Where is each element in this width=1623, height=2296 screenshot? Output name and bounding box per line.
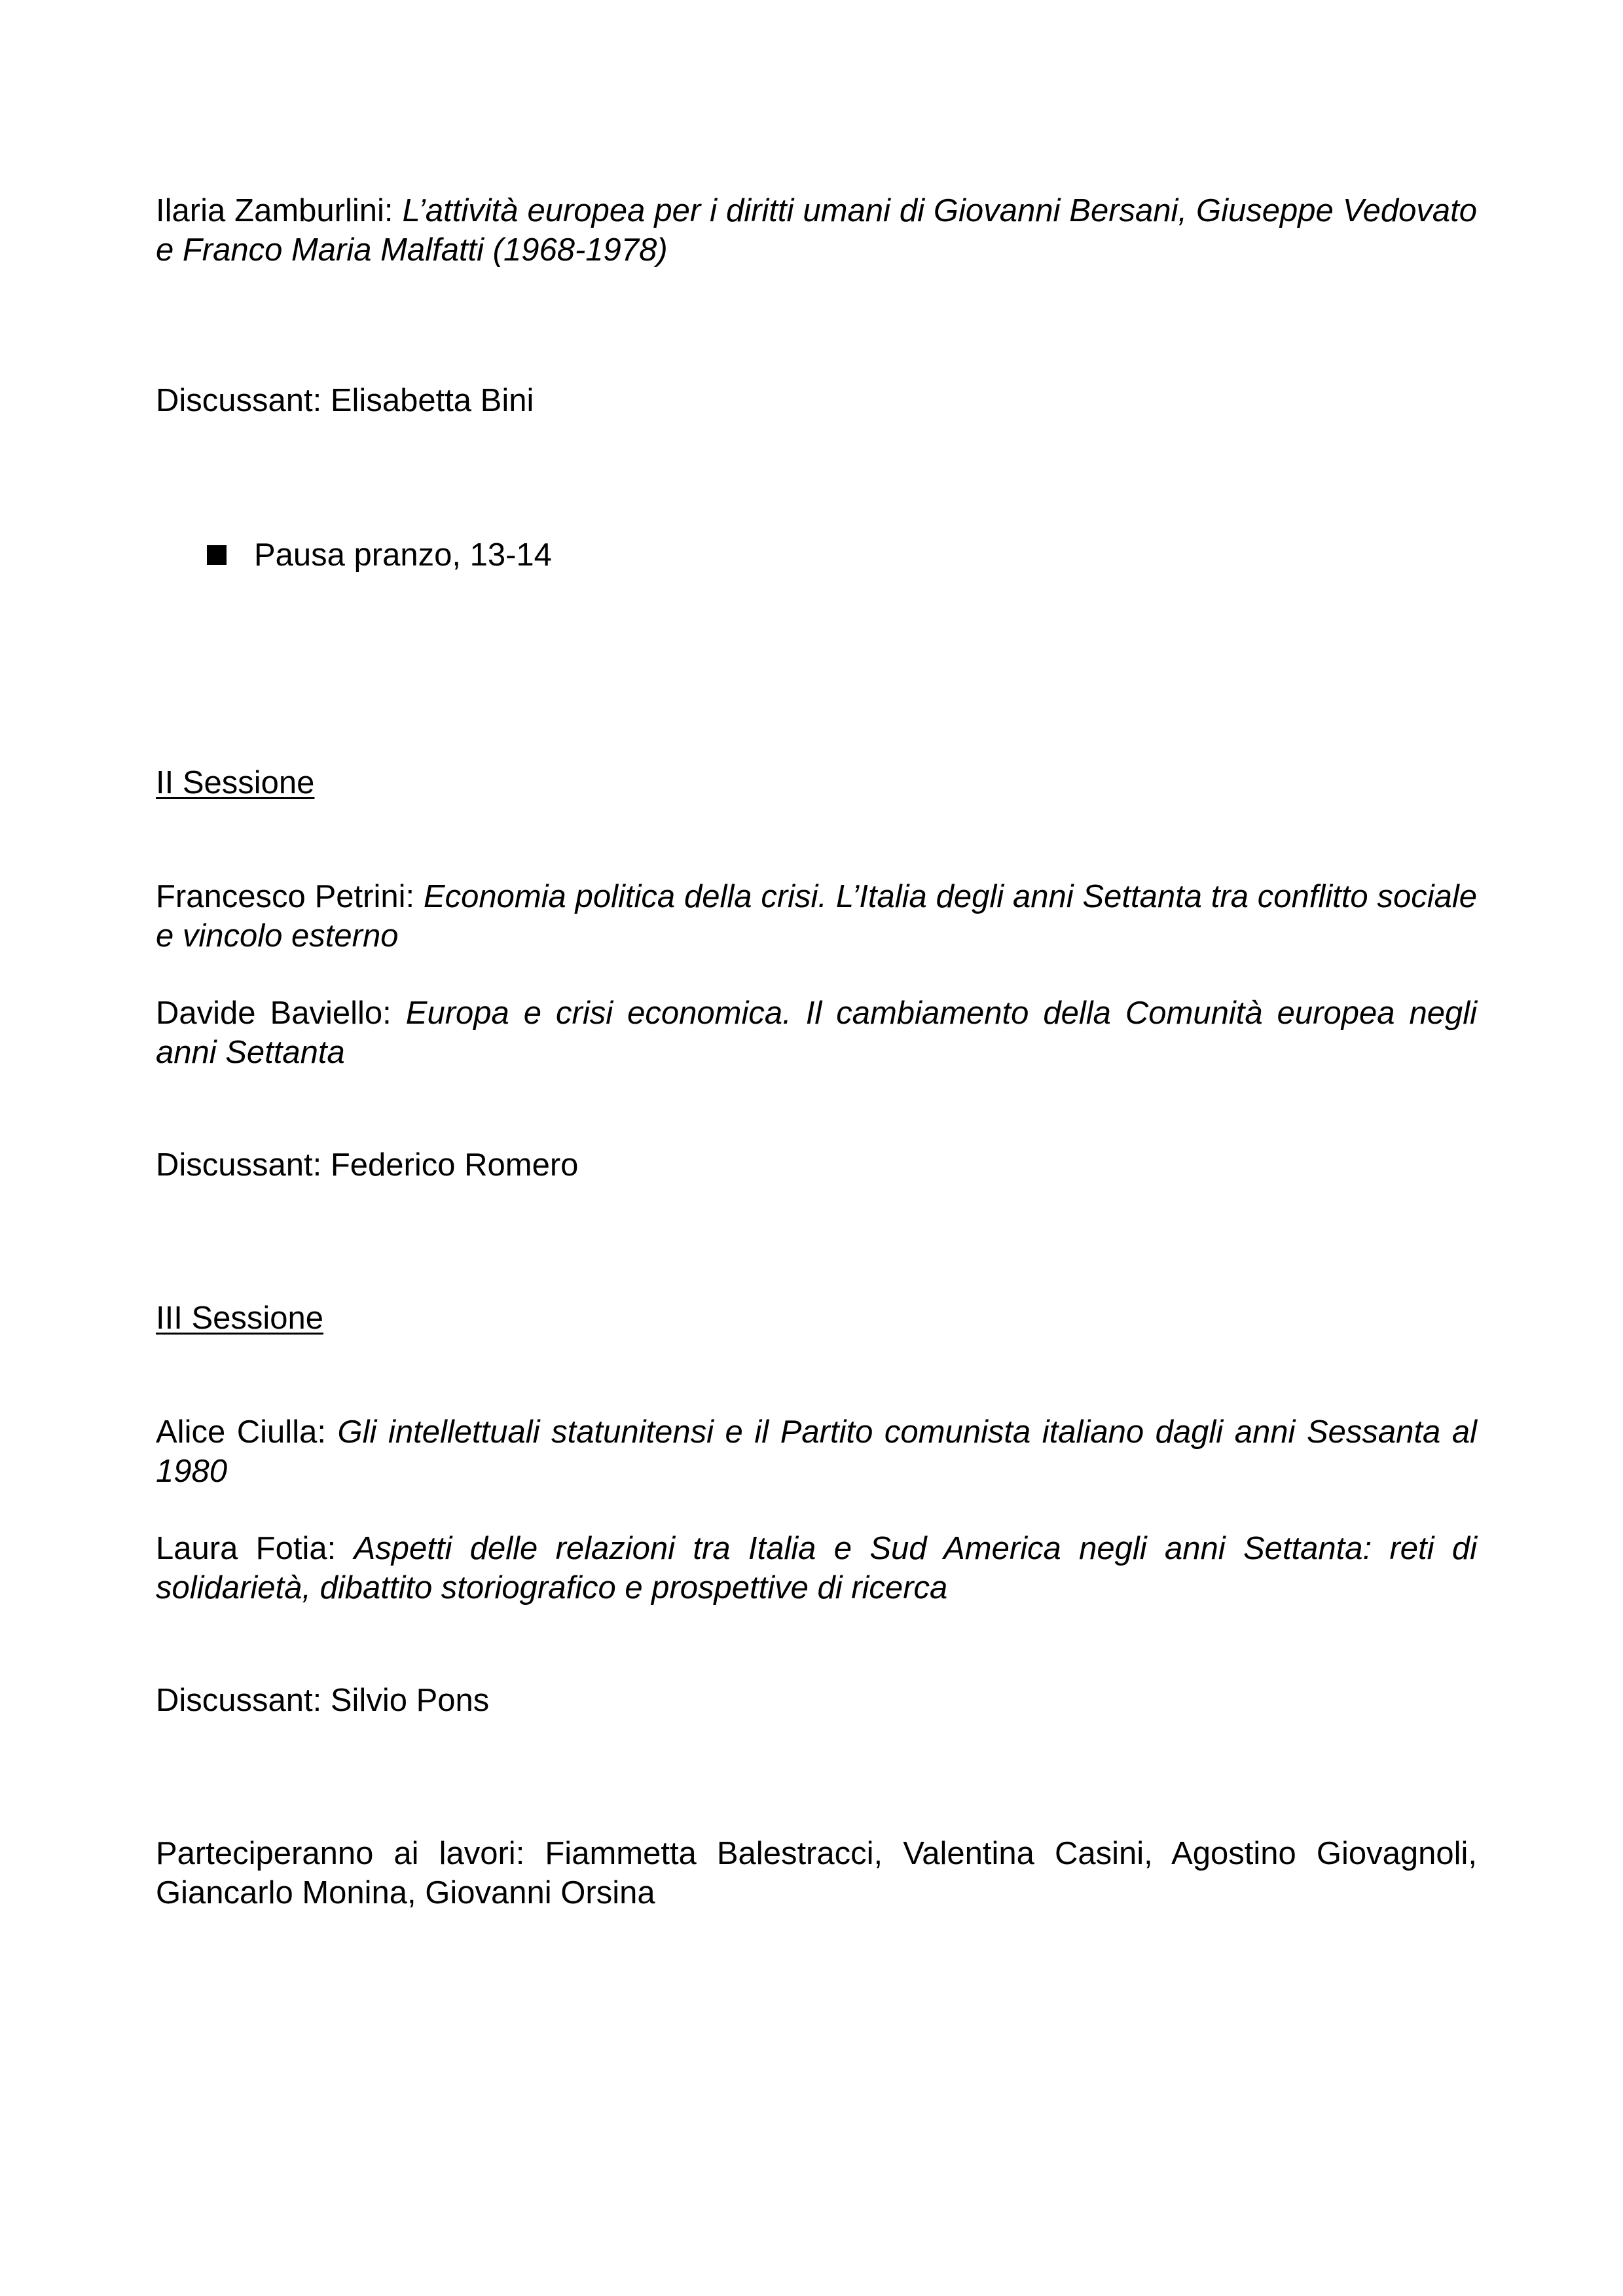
discussant-session-3: Discussant: Silvio Pons: [156, 1683, 490, 1718]
participants-list: Parteciperanno ai lavori: Fiammetta Balestracci, Valentina Casini, Agostino Giovagnoli, Giancarlo Monina, Giovanni Orsina: [156, 1836, 1477, 1910]
paper-entry-petrini: [156, 877, 1477, 956]
document-page: [156, 0, 1477, 2296]
paper-author: Francesco Petrini:: [156, 879, 424, 914]
lunch-break-label: Pausa pranzo, 13-14: [254, 537, 552, 573]
session-2-heading: II Sessione: [156, 765, 315, 800]
paper-entry-ciulla: [156, 1412, 1477, 1491]
paper-author: Laura Fotia:: [156, 1531, 354, 1566]
paper-title: Economia politica della crisi. L’Italia degli anni Settanta tra conflitto sociale e vincolo esterno: [156, 879, 1477, 954]
paper-title: Aspetti delle relazioni tra Italia e Sud America negli anni Settanta: reti di solidarietà, dibattito storiografico e prospettive di ricerca: [156, 1531, 1477, 1605]
paper-title: Europa e crisi economica. Il cambiamento della Comunità europea negli anni Settanta: [156, 996, 1477, 1070]
lunch-break-item: [207, 535, 552, 575]
paper-title: Gli intellettuali statunitensi e il Partito comunista italiano dagli anni Sessanta al 1980: [156, 1414, 1477, 1489]
discussant-session-2: Discussant: Federico Romero: [156, 1147, 579, 1183]
paper-entry-baviello: [156, 994, 1477, 1072]
paper-entry-fotia: [156, 1529, 1477, 1607]
paper-author: Alice Ciulla:: [156, 1414, 338, 1450]
paper-author: Ilaria Zamburlini:: [156, 193, 403, 228]
session-3-heading: III Sessione: [156, 1300, 324, 1336]
paper-author: Davide Baviello:: [156, 996, 406, 1031]
paper-title: L’attività europea per i diritti umani di Giovanni Bersani, Giuseppe Vedovato e Franco Maria Malfatti (1968-1978): [156, 193, 1477, 268]
square-bullet-icon: [207, 545, 227, 565]
discussant-session-1: Discussant: Elisabetta Bini: [156, 383, 534, 418]
paper-entry-zamburlini: [156, 191, 1477, 270]
